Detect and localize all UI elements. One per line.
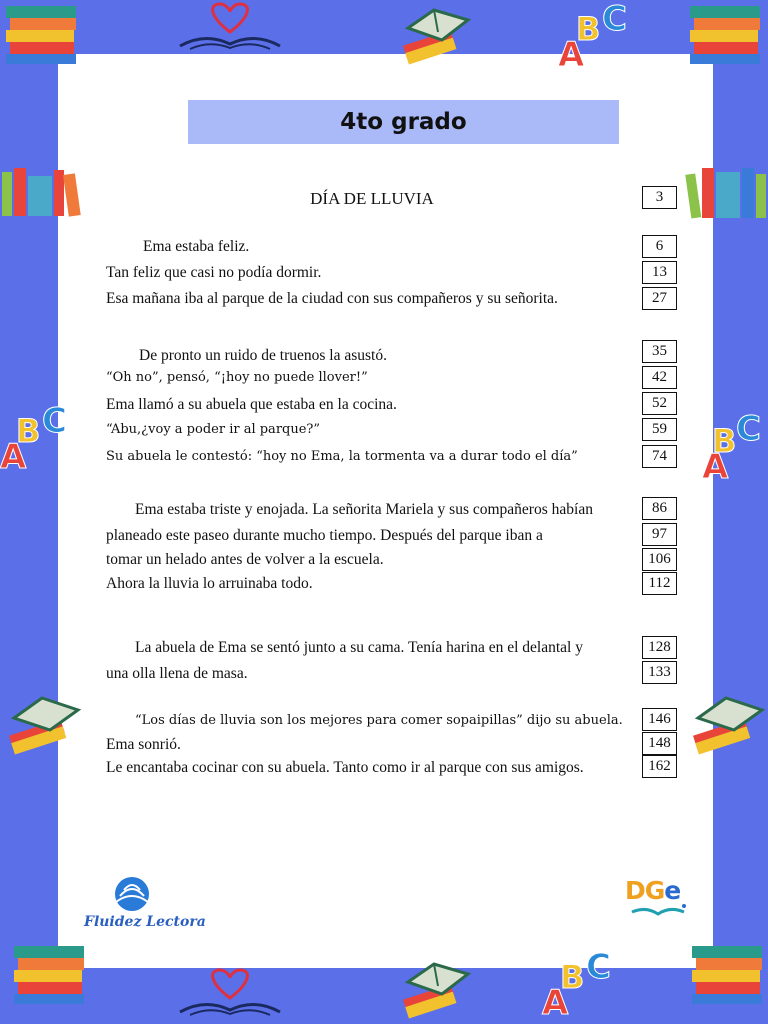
word-count-box: 59 [642,418,677,441]
word-count-box: 35 [642,340,677,363]
story-line: Su abuela le contestó: “hoy no Ema, la tormenta va a durar todo el día” [106,449,578,464]
open-book-icon-right [688,690,768,756]
story-line: Ema estaba feliz. [143,238,250,255]
story-line: De pronto un ruido de truenos la asustó. [139,347,387,364]
book-stack-icon-top-right [688,4,764,66]
story-line: tomar un helado antes de volver a la escuela. [106,551,384,568]
story-line: una olla llena de masa. [106,665,248,682]
story-line: Ema llamó a su abuela que estaba en la cocina. [106,396,397,413]
word-count-box: 148 [642,732,677,755]
shelf-books-icon-left [0,166,86,218]
story-line: La abuela de Ema se sentó junto a su cama. Tenía harina en el delantal y [135,639,583,656]
word-count-box: 146 [642,708,677,731]
word-count-box: 52 [642,392,677,415]
abc-letters-icon-top [556,0,636,72]
dge-logo-accent: e [664,876,681,905]
word-count-box: 6 [642,235,677,258]
abc-letters-icon-left [0,400,76,474]
svg-text:A: A [558,35,585,72]
story-line: “Abu,¿voy a poder ir al parque?” [106,422,321,437]
word-count-box: 128 [642,636,677,659]
abc-letters-icon-right [700,404,768,484]
grade-banner: 4to grado [188,100,619,144]
svg-text:A: A [702,447,729,484]
svg-text:C: C [736,409,761,449]
word-count-box: 42 [642,366,677,389]
story-line: planeado este paseo durante mucho tiempo. Después del parque iban a [106,527,543,544]
svg-text:A: A [0,437,27,474]
svg-text:A: A [542,983,569,1020]
abc-letters-icon-bottom [540,948,620,1020]
story-line: Ema sonrió. [106,736,181,753]
open-book-icon-top [398,2,472,66]
story-line: Tan feliz que casi no podía dormir. [106,264,322,281]
dge-logo-primary: DG [625,876,665,905]
word-count-box: 112 [642,572,677,595]
book-stack-icon-top-left [4,4,80,66]
fluidez-lectora-logo-text: Fluidez Lectora [84,914,206,930]
heart-book-icon-bottom [170,968,290,1018]
svg-text:C: C [586,948,611,987]
book-stack-icon-bottom-left [12,944,88,1006]
dge-logo [625,876,680,905]
open-book-icon-left [4,690,84,756]
heart-book-icon [170,2,290,52]
story-line: “Oh no”, pensó, “¡hoy no puede llover!” [106,370,368,385]
svg-text:C: C [602,0,627,39]
shelf-books-icon-right [684,164,768,220]
word-count-box: 74 [642,445,677,468]
svg-text:B: B [576,10,601,48]
word-count-box: 86 [642,497,677,520]
open-book-icon-bottom [398,956,472,1020]
word-count-box: 97 [642,523,677,546]
svg-text:B: B [560,958,585,996]
dge-book-icon [628,904,688,924]
word-count-box: 106 [642,548,677,571]
word-count-box: 133 [642,661,677,684]
story-line: “Los días de lluvia son los mejores para comer sopaipillas” dijo su abuela. [135,713,623,728]
word-count-box: 3 [642,186,677,209]
story-title: DÍA DE LLUVIA [310,189,434,208]
svg-text:C: C [42,401,67,441]
story-line: Ahora la lluvia lo arruinaba todo. [106,575,313,592]
story-line: Esa mañana iba al parque de la ciudad con sus compañeros y su señorita. [106,290,558,307]
story-line: Ema estaba triste y enojada. La señorita Mariela y sus compañeros habían [135,501,593,518]
book-stack-icon-bottom-right [690,944,766,1006]
word-count-box: 162 [642,755,677,778]
story-line: Le encantaba cocinar con su abuela. Tanto como ir al parque con sus amigos. [106,759,584,776]
svg-text:B: B [712,422,737,460]
word-count-box: 27 [642,287,677,310]
word-count-box: 13 [642,261,677,284]
svg-text:B: B [16,412,41,450]
